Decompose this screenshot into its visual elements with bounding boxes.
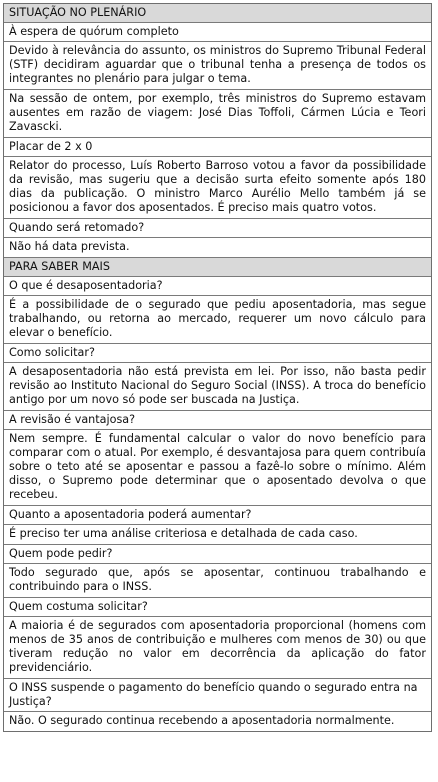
- question-row: [4, 23, 431, 42]
- question-text: Como solicitar?: [9, 346, 95, 359]
- answer-text: Na sessão de ontem, por exemplo, três ministros do Supremo estavam ausentes em razão de viagem: José Dias Toffoli, Cármen Lúcia e Teori Zavascki.: [9, 92, 426, 133]
- question-row: [4, 344, 431, 363]
- header-text: SITUAÇÃO NO PLENÁRIO: [9, 6, 147, 19]
- answer-text: A desaposentadoria não está prevista em lei. Por isso, não basta pedir revisão ao Instituto Nacional do Seguro Social (INSS). A troca do benefício antigo por um novo só pode ser buscada na Justiça.: [9, 365, 426, 406]
- answer-row: [4, 363, 431, 411]
- answer-row: [4, 238, 431, 258]
- question-text: Quem pode pedir?: [9, 547, 113, 560]
- answer-text: É a possibilidade de o segurado que pediu aposentadoria, mas segue trabalhando, ou retorna ao mercado, requerer um novo cálculo para elevar o benefício.: [9, 298, 426, 339]
- answer-row: [4, 42, 431, 90]
- answer-text: É preciso ter uma análise criteriosa e detalhada de cada caso.: [9, 527, 358, 540]
- answer-row: [4, 617, 431, 679]
- question-row: [4, 219, 431, 238]
- answer-text: Nem sempre. É fundamental calcular o valor do novo benefício para comparar com o atual. Por exemplo, é desvantajosa para quem contribuía sobre o teto até se aposentar e passou a fazê-lo sobre o mínimo. Além disso, o Supremo pode determinar que o aposentado devolva o que recebeu.: [9, 432, 426, 501]
- question-row: [4, 545, 431, 564]
- question-text: O que é desaposentadoria?: [9, 279, 163, 292]
- answer-row: [4, 430, 431, 506]
- question-text: Quem costuma solicitar?: [9, 600, 148, 613]
- section-header: [4, 258, 431, 277]
- question-row: [4, 277, 431, 296]
- answer-row: [4, 296, 431, 344]
- answer-row: [4, 90, 431, 138]
- answer-text: Não. O segurado continua recebendo a aposentadoria normalmente.: [9, 714, 395, 727]
- question-row: [4, 506, 431, 525]
- answer-row: [4, 525, 431, 545]
- question-text: Quanto a aposentadoria poderá aumentar?: [9, 508, 252, 521]
- info-table: [3, 3, 432, 732]
- answer-text: A maioria é de segurados com aposentadoria proporcional (homens com menos de 35 anos de contribuição e mulheres com menos de 30) ou que tiveram redução no valor em decorrência da aplicação do fator previdenciário.: [9, 619, 426, 674]
- answer-text: Relator do processo, Luís Roberto Barroso votou a favor da possibilidade da revisão, mas sugeriu que a decisão surta efeito somente após 180 dias da publicação. O ministro Marco Aurélio Mello também já se posicionou a favor dos aposentados. É preciso mais quatro votos.: [9, 159, 426, 214]
- answer-text: Não há data prevista.: [9, 240, 130, 253]
- question-row: [4, 598, 431, 617]
- answer-row: [4, 564, 431, 598]
- question-text: Placar de 2 x 0: [9, 140, 93, 153]
- answer-text: Todo segurado que, após se aposentar, continuou trabalhando e contribuindo para o INSS.: [9, 566, 426, 593]
- answer-text: Devido à relevância do assunto, os ministros do Supremo Tribunal Federal (STF) decidiram aguardar que o tribunal tenha a presença de todos os integrantes no plenário para julgar o tema.: [9, 44, 426, 85]
- answer-row: [4, 712, 431, 731]
- header-text: PARA SABER MAIS: [9, 260, 110, 273]
- question-text: Quando será retomado?: [9, 221, 145, 234]
- question-text: O INSS suspende o pagamento do benefício quando o segurado entra na Justiça?: [9, 681, 418, 708]
- question-row: [4, 138, 431, 157]
- question-text: À espera de quórum completo: [9, 25, 179, 38]
- question-row: [4, 679, 431, 712]
- answer-row: [4, 157, 431, 219]
- question-row: [4, 411, 431, 430]
- section-header: [4, 4, 431, 23]
- question-text: A revisão é vantajosa?: [9, 413, 136, 426]
